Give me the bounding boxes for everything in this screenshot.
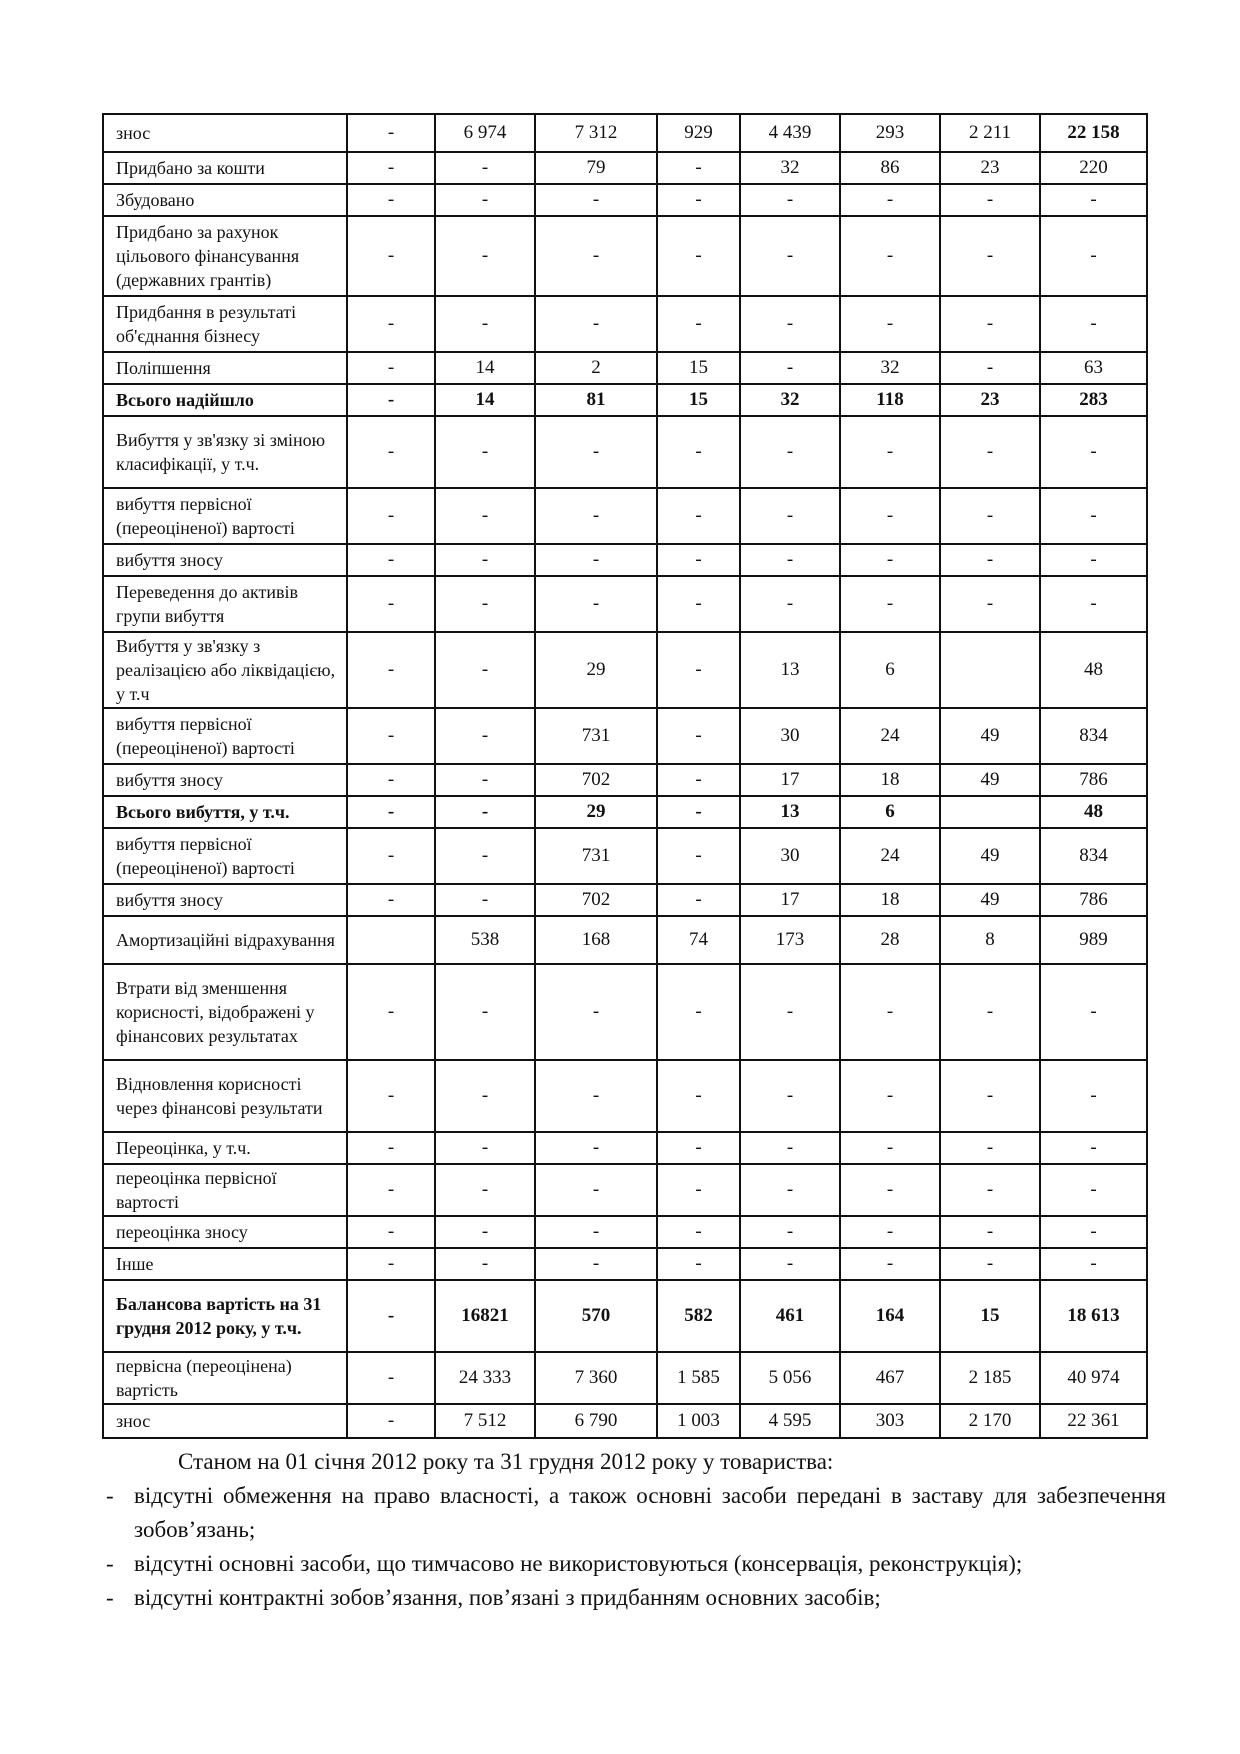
value-cell: - [435,796,535,828]
value-cell: - [347,576,435,632]
value-cell: 6 [840,796,940,828]
table-row [103,544,1147,576]
row-label: Балансова вартість на 31 грудня 2012 року, у т.ч. [103,1280,347,1352]
value-cell: 18 [840,764,940,796]
value-cell: 2 185 [940,1352,1040,1404]
value-cell: - [347,1132,435,1164]
row-label: Відновлення корисності через фінансові результати [103,1060,347,1132]
row-total-cell: 18 613 [1040,1280,1147,1352]
value-cell: - [657,1216,740,1248]
value-cell: - [347,1404,435,1438]
value-cell: - [940,1132,1040,1164]
value-cell: 30 [740,828,840,884]
table-row [103,916,1147,964]
row-label: Всього вибуття, у т.ч. [103,796,347,828]
row-total-cell: 834 [1040,708,1147,764]
table-row [103,1132,1147,1164]
row-label: знос [103,1404,347,1438]
row-label: Придбання в результаті об'єднання бізнесу [103,296,347,352]
value-cell: - [435,416,535,488]
row-label: Переоцінка, у т.ч. [103,1132,347,1164]
value-cell: - [657,544,740,576]
value-cell: - [740,488,840,544]
value-cell: - [940,488,1040,544]
value-cell: - [347,114,435,152]
row-total-cell: 834 [1040,828,1147,884]
value-cell: 702 [535,764,657,796]
value-cell: 28 [840,916,940,964]
value-cell: 17 [740,764,840,796]
value-cell: 6 790 [535,1404,657,1438]
value-cell: - [657,1060,740,1132]
value-cell: - [347,764,435,796]
value-cell: - [347,152,435,184]
value-cell: - [435,828,535,884]
row-label: Вибуття у зв'язку зі зміною класифікації, у т.ч. [103,416,347,488]
table-row [103,884,1147,916]
table-row [103,216,1147,296]
row-total-cell: 220 [1040,152,1147,184]
value-cell: 731 [535,828,657,884]
value-cell: - [435,544,535,576]
value-cell: - [435,884,535,916]
value-cell: - [840,488,940,544]
value-cell: 7 360 [535,1352,657,1404]
value-cell: - [840,184,940,216]
value-cell: 29 [535,796,657,828]
table-row [103,352,1147,384]
row-label: Втрати від зменшення корисності, відображені у фінансових результатах [103,964,347,1060]
value-cell: - [435,184,535,216]
value-cell: - [657,184,740,216]
value-cell: - [740,576,840,632]
value-cell: - [657,764,740,796]
row-label: вибуття зносу [103,884,347,916]
value-cell: - [740,416,840,488]
row-label: вибуття первісної (переоціненої) вартості [103,488,347,544]
row-total-cell: 786 [1040,764,1147,796]
bullet-text: відсутні контрактні зобов’язання, пов’язані з придбанням основних засобів; [134,1585,881,1610]
value-cell: - [657,632,740,708]
row-total-cell: - [1040,416,1147,488]
value-cell: - [435,1216,535,1248]
row-total-cell: - [1040,576,1147,632]
row-label: Амортизаційні відрахування [103,916,347,964]
value-cell: - [840,1060,940,1132]
value-cell: 23 [940,152,1040,184]
table-row [103,184,1147,216]
row-total-cell: - [1040,1248,1147,1280]
value-cell: - [347,352,435,384]
value-cell: - [940,544,1040,576]
table-row [103,632,1147,708]
value-cell: 2 211 [940,114,1040,152]
value-cell: - [840,964,940,1060]
value-cell: 582 [657,1280,740,1352]
value-cell: 86 [840,152,940,184]
value-cell: 5 056 [740,1352,840,1404]
value-cell: 7 512 [435,1404,535,1438]
value-cell: - [840,1132,940,1164]
value-cell: - [657,216,740,296]
value-cell: 118 [840,384,940,416]
value-cell: 173 [740,916,840,964]
row-label: Переведення до активів групи вибуття [103,576,347,632]
value-cell: - [347,184,435,216]
row-label: переоцінка первісної вартості [103,1164,347,1216]
row-label: Збудовано [103,184,347,216]
value-cell: - [435,1164,535,1216]
bullet-dash: - [106,1483,114,1508]
table-row [103,576,1147,632]
value-cell: 2 170 [940,1404,1040,1438]
table-row [103,1060,1147,1132]
row-label: первісна (переоцінена) вартість [103,1352,347,1404]
value-cell: - [347,1164,435,1216]
value-cell: - [840,1248,940,1280]
table-row [103,114,1147,152]
value-cell: 16821 [435,1280,535,1352]
row-total-cell: 22 158 [1040,114,1147,152]
value-cell: - [347,1216,435,1248]
value-cell: - [740,1216,840,1248]
value-cell: - [940,352,1040,384]
value-cell: - [347,1352,435,1404]
bullet-text: відсутні обмеження на право власності, а також основні засоби передані в заставу для забезпечення зобов’язань; [134,1483,1166,1542]
value-cell: 15 [657,384,740,416]
value-cell: 702 [535,884,657,916]
value-cell: 13 [740,632,840,708]
value-cell: - [347,964,435,1060]
value-cell [940,632,1040,708]
value-cell: - [840,576,940,632]
value-cell: 15 [940,1280,1040,1352]
value-cell: - [535,1060,657,1132]
row-total-cell: - [1040,216,1147,296]
row-total-cell: 786 [1040,884,1147,916]
value-cell: 164 [840,1280,940,1352]
value-cell: - [740,352,840,384]
value-cell: 49 [940,708,1040,764]
row-label: Вибуття у зв'язку з реалізацією або ліквідацією, у т.ч [103,632,347,708]
value-cell: - [347,384,435,416]
row-total-cell: - [1040,1060,1147,1132]
value-cell: - [347,828,435,884]
value-cell [940,796,1040,828]
table-row [103,1280,1147,1352]
value-cell: - [840,296,940,352]
row-label: вибуття зносу [103,764,347,796]
value-cell: 29 [535,632,657,708]
value-cell: - [657,1248,740,1280]
table-row [103,1352,1147,1404]
row-label: знос [103,114,347,152]
value-cell: - [535,488,657,544]
value-cell: 81 [535,384,657,416]
value-cell: 293 [840,114,940,152]
value-cell: - [940,1164,1040,1216]
value-cell: - [435,296,535,352]
value-cell: - [940,416,1040,488]
value-cell: - [347,796,435,828]
value-cell: - [535,296,657,352]
bullet-dash: - [106,1585,114,1610]
value-cell: 8 [940,916,1040,964]
value-cell: - [535,1132,657,1164]
value-cell: - [840,544,940,576]
bullet-item [106,1547,1166,1581]
value-cell: - [435,1132,535,1164]
row-label: вибуття первісної (переоціненої) вартості [103,708,347,764]
value-cell: 23 [940,384,1040,416]
value-cell: 929 [657,114,740,152]
value-cell: - [657,416,740,488]
value-cell: - [535,184,657,216]
value-cell: 538 [435,916,535,964]
row-label: вибуття зносу [103,544,347,576]
value-cell: 461 [740,1280,840,1352]
value-cell: - [347,1060,435,1132]
value-cell: - [657,488,740,544]
row-total-cell: - [1040,1132,1147,1164]
value-cell: - [435,152,535,184]
value-cell: 467 [840,1352,940,1404]
value-cell: 24 333 [435,1352,535,1404]
table-row [103,764,1147,796]
row-total-cell: - [1040,488,1147,544]
value-cell: - [940,1060,1040,1132]
value-cell: - [535,1248,657,1280]
value-cell: 570 [535,1280,657,1352]
value-cell: - [535,544,657,576]
value-cell: 49 [940,884,1040,916]
table-row [103,384,1147,416]
value-cell: 18 [840,884,940,916]
value-cell: 24 [840,708,940,764]
value-cell: 13 [740,796,840,828]
value-cell: - [840,1216,940,1248]
value-cell: - [347,632,435,708]
value-cell: 14 [435,352,535,384]
value-cell: - [435,964,535,1060]
value-cell: - [347,1248,435,1280]
value-cell: 32 [740,384,840,416]
value-cell: 30 [740,708,840,764]
table-row [103,152,1147,184]
table-row [103,488,1147,544]
value-cell: 49 [940,764,1040,796]
value-cell: - [347,416,435,488]
value-cell: - [657,964,740,1060]
row-total-cell: 989 [1040,916,1147,964]
value-cell: - [347,488,435,544]
row-total-cell: - [1040,1164,1147,1216]
value-cell: - [435,1248,535,1280]
value-cell: - [940,1216,1040,1248]
value-cell: - [435,488,535,544]
value-cell: - [657,708,740,764]
row-label: Придбано за рахунок цільового фінансування (державних грантів) [103,216,347,296]
row-total-cell: 40 974 [1040,1352,1147,1404]
value-cell: - [940,964,1040,1060]
value-cell: 6 [840,632,940,708]
value-cell: - [740,964,840,1060]
value-cell: - [535,964,657,1060]
value-cell: 79 [535,152,657,184]
value-cell: - [657,576,740,632]
value-cell: 4 439 [740,114,840,152]
value-cell: 32 [840,352,940,384]
value-cell: - [940,216,1040,296]
value-cell: - [940,184,1040,216]
value-cell: - [347,708,435,764]
value-cell: - [657,1132,740,1164]
value-cell: - [840,1164,940,1216]
value-cell: - [347,884,435,916]
value-cell: - [740,1132,840,1164]
row-total-cell: - [1040,964,1147,1060]
value-cell: - [535,1164,657,1216]
bullet-item [106,1581,1166,1615]
table-row [103,708,1147,764]
value-cell: - [535,1216,657,1248]
row-label: Інше [103,1248,347,1280]
value-cell: 2 [535,352,657,384]
value-cell: - [740,1060,840,1132]
value-cell: - [940,296,1040,352]
bullet-dash: - [106,1551,114,1576]
value-cell: 74 [657,916,740,964]
value-cell: - [940,1248,1040,1280]
asset-movement-table [102,113,1148,1439]
table-row [103,1248,1147,1280]
value-cell: - [657,1164,740,1216]
value-cell: - [435,764,535,796]
value-cell: - [435,576,535,632]
value-cell: - [657,796,740,828]
value-cell: - [840,216,940,296]
value-cell: - [657,296,740,352]
row-total-cell: - [1040,184,1147,216]
value-cell: - [435,632,535,708]
value-cell: - [347,216,435,296]
table-row [103,1404,1147,1438]
value-cell: 168 [535,916,657,964]
value-cell: - [435,1060,535,1132]
table-row [103,416,1147,488]
value-cell: - [535,216,657,296]
row-total-cell: 22 361 [1040,1404,1147,1438]
row-label: вибуття первісної (переоціненої) вартості [103,828,347,884]
row-label: Придбано за кошти [103,152,347,184]
value-cell: - [347,544,435,576]
value-cell [347,916,435,964]
row-total-cell: 283 [1040,384,1147,416]
bullet-item [106,1479,1166,1547]
row-total-cell: 48 [1040,632,1147,708]
table-row [103,796,1147,828]
table-row [103,296,1147,352]
value-cell: 14 [435,384,535,416]
value-cell: 1 585 [657,1352,740,1404]
row-label: Всього надійшло [103,384,347,416]
value-cell: - [435,216,535,296]
table-row [103,1216,1147,1248]
value-cell: - [840,416,940,488]
intro-paragraph: Станом на 01 січня 2012 року та 31 грудня 2012 року у товариства: [178,1449,834,1474]
row-total-cell: - [1040,544,1147,576]
value-cell: - [740,544,840,576]
value-cell: 15 [657,352,740,384]
value-cell: 24 [840,828,940,884]
value-cell: - [940,576,1040,632]
row-total-cell: 63 [1040,352,1147,384]
row-label: Поліпшення [103,352,347,384]
value-cell: 731 [535,708,657,764]
value-cell: - [535,416,657,488]
value-cell: - [657,152,740,184]
value-cell: 303 [840,1404,940,1438]
value-cell: - [740,216,840,296]
value-cell: - [740,296,840,352]
value-cell: 7 312 [535,114,657,152]
value-cell: 1 003 [657,1404,740,1438]
value-cell: - [740,1164,840,1216]
value-cell: 4 595 [740,1404,840,1438]
row-total-cell: - [1040,1216,1147,1248]
bullet-text: відсутні основні засоби, що тимчасово не використовуються (консервація, реконструкція); [134,1551,1023,1576]
value-cell: - [657,828,740,884]
table-row [103,1164,1147,1216]
value-cell: - [435,708,535,764]
value-cell: - [535,576,657,632]
table-row [103,828,1147,884]
value-cell: 17 [740,884,840,916]
row-total-cell: - [1040,296,1147,352]
value-cell: - [740,184,840,216]
value-cell: - [740,1248,840,1280]
value-cell: 49 [940,828,1040,884]
table-row [103,964,1147,1060]
value-cell: 32 [740,152,840,184]
value-cell: - [347,1280,435,1352]
row-label: переоцінка зносу [103,1216,347,1248]
value-cell: - [347,296,435,352]
value-cell: - [657,884,740,916]
row-total-cell: 48 [1040,796,1147,828]
value-cell: 6 974 [435,114,535,152]
